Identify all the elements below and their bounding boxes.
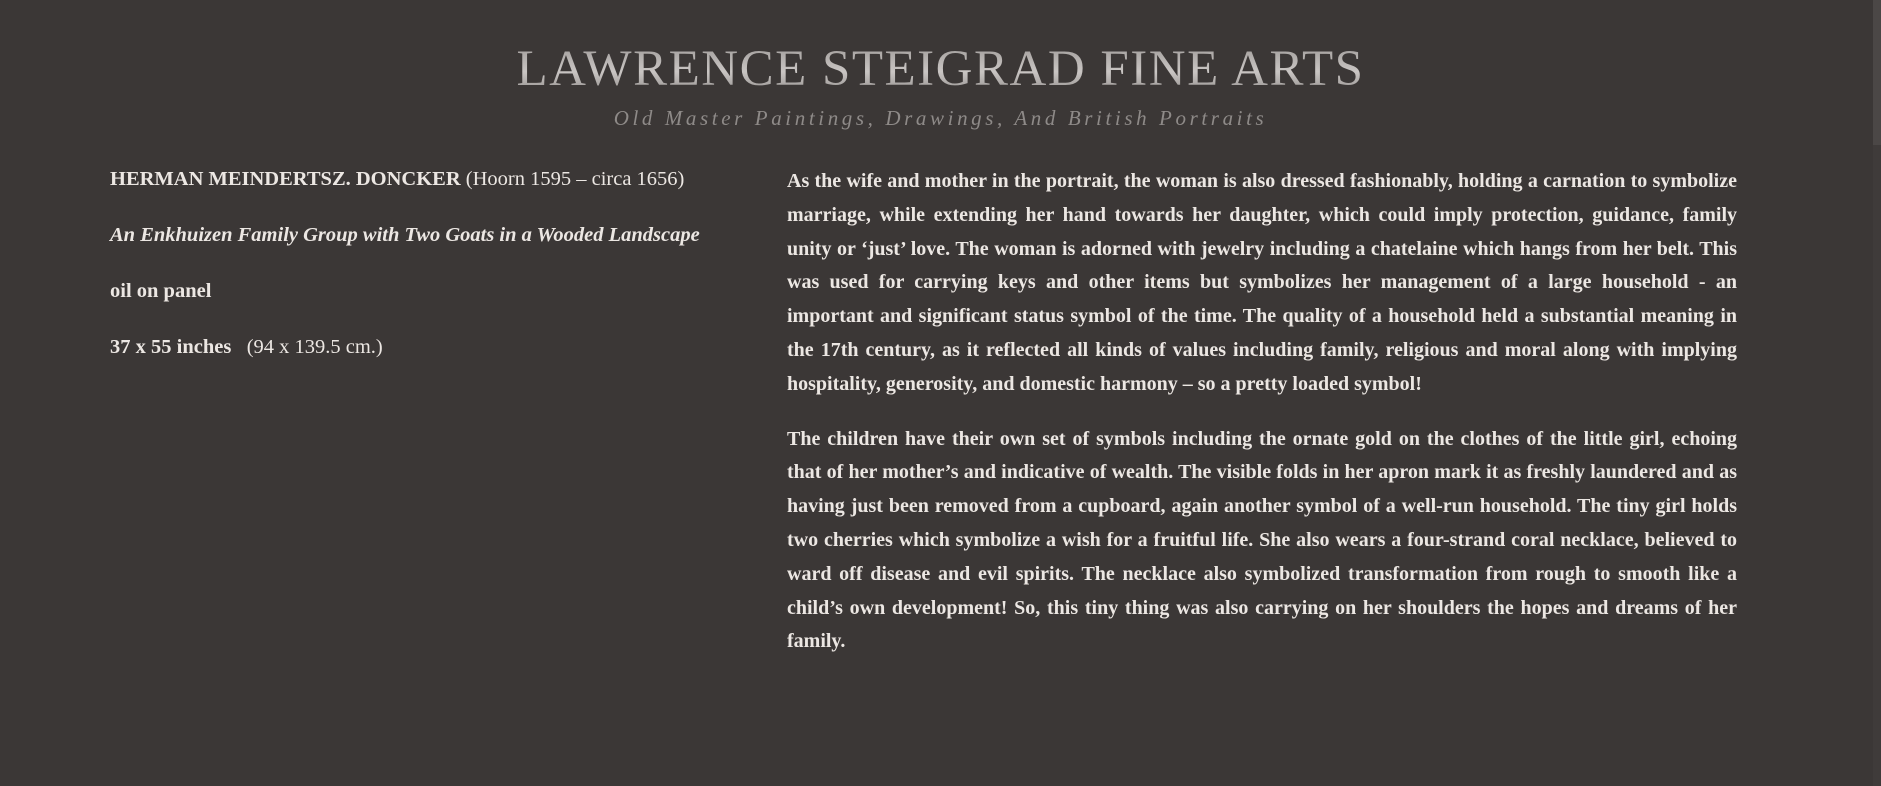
scrollbar-thumb[interactable] [1873,0,1881,145]
artwork-medium: oil on panel [110,280,212,302]
description-paragraph: The children have their own set of symbols including the ornate gold on the clothes of the little girl, echoing that of her mother’s and indicative of wealth. The visible folds in her apron mark it as freshly laundered and as having just been removed from a cupboard, again another symbol of a well-run household. The tiny girl holds two cherries which symbolize a wish for a fruitful life. She also wears a four-strand coral necklace, believed to ward off disease and evil spirits. The necklace also symbolized transformation from rough to smooth like a child’s own development! So, this tiny thing was also carrying on her shoulders the hopes and dreams of her family. [787,427,1737,653]
artwork-title: An Enkhuizen Family Group with Two Goats in a Wooded Landscape [110,224,700,246]
site-title[interactable]: LAWRENCE STEIGRAD FINE ARTS [0,42,1881,96]
scrollbar-track[interactable] [1873,0,1881,786]
site-subtitle: Old Master Paintings, Drawings, And British Portraits [613,106,1268,130]
description-paragraph: As the wife and mother in the portrait, the woman is also dressed fashionably, holding a carnation to symbolize marriage, while extending her hand towards her daughter, which could imply protection, guidance, family unity or ‘just’ love. The woman is adorned with jewelry including a chatelaine which hangs from her belt. This was used for carrying keys and other items but symbolizes her management of a large household - an important and significant status symbol of the time. The quality of a household held a substantial meaning in the 17th century, as it reflected all kinds of values including family, religious and moral along with implying hospitality, generosity, and domestic harmony – so a pretty loaded symbol! [787,170,1737,395]
artist-line [110,163,750,195]
artwork-details [110,163,750,363]
artist-name: HERMAN MEINDERTSZ. DONCKER [110,168,461,190]
artwork-dimensions [110,331,750,363]
dimensions-cm: (94 x 139.5 cm.) [246,336,383,358]
artist-dates: (Hoorn 1595 – circa 1656) [465,168,685,190]
dimensions-inches: 37 x 55 inches [110,336,232,358]
artwork-description [787,165,1737,680]
